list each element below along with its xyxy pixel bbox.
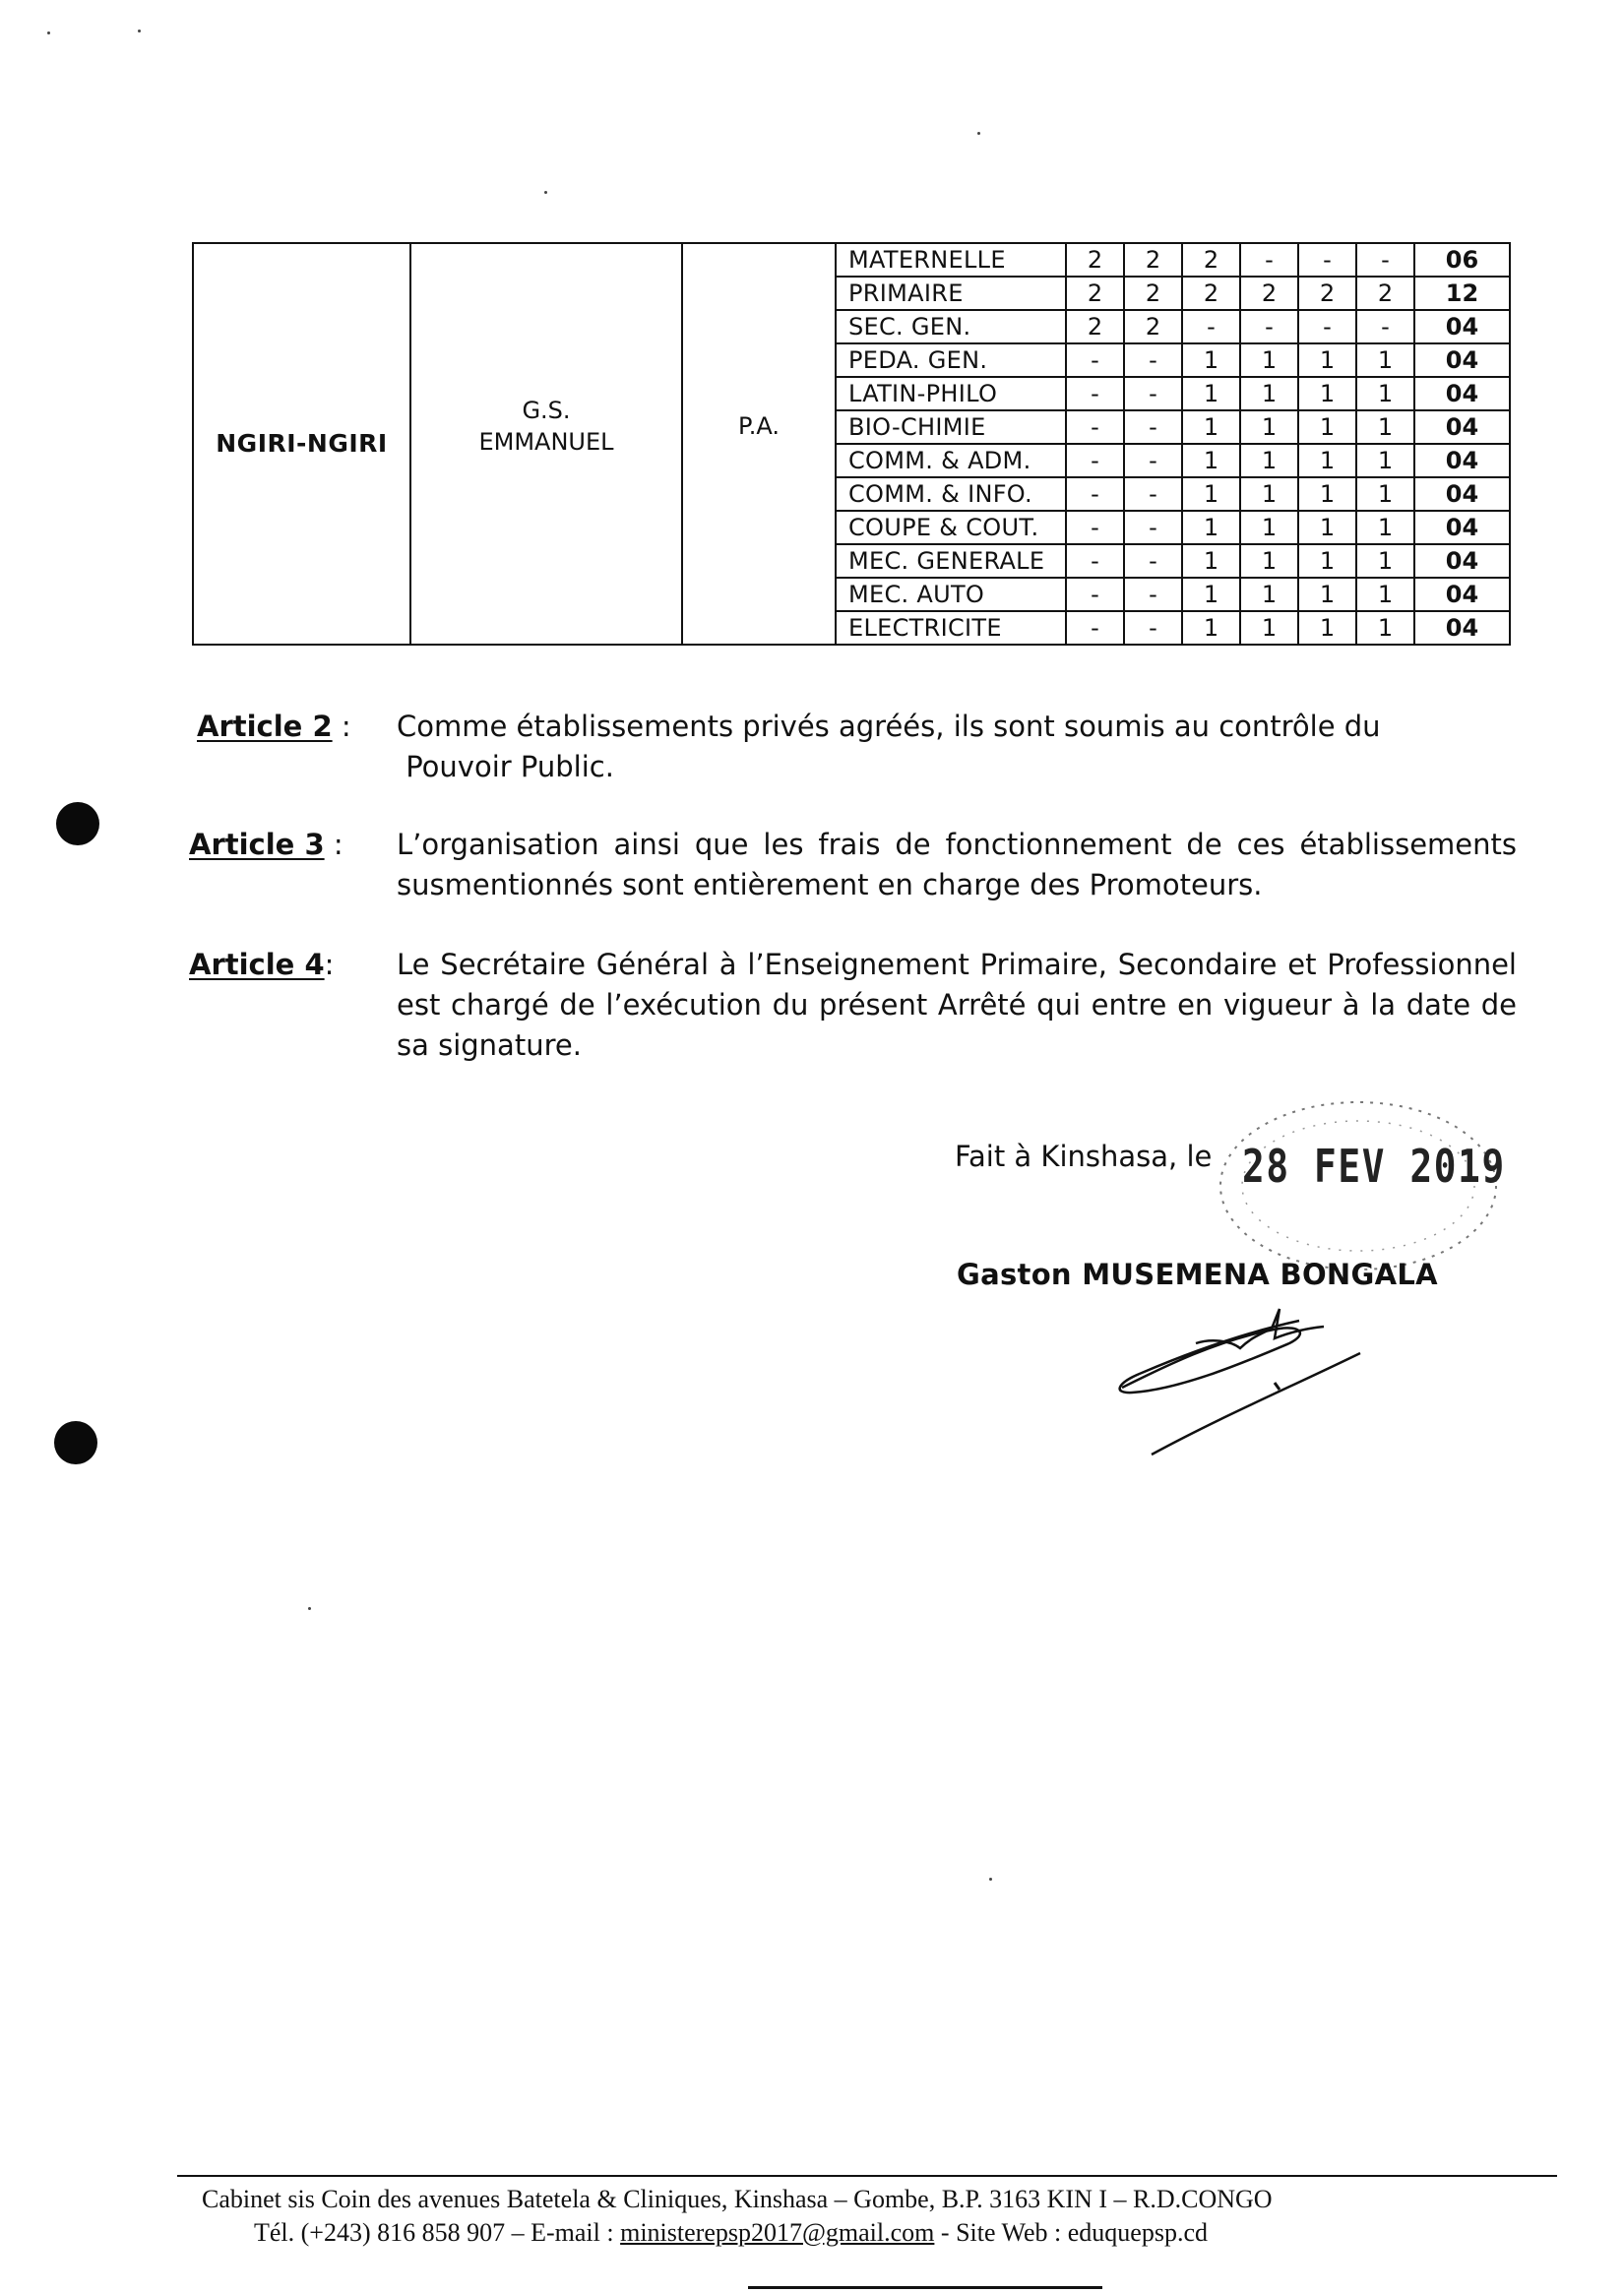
article-2-line-2: Pouvoir Public.: [397, 750, 614, 783]
class-count-cell: 2: [1066, 310, 1124, 343]
class-count-cell: -: [1066, 544, 1124, 578]
class-count-cell: 2: [1066, 243, 1124, 277]
option-cell: MATERNELLE: [836, 243, 1066, 277]
class-count-cell: 1: [1356, 377, 1414, 410]
class-count-cell: -: [1124, 477, 1182, 511]
class-count-cell: 2: [1124, 277, 1182, 310]
total-cell: 04: [1414, 544, 1510, 578]
option-cell: LATIN-PHILO: [836, 377, 1066, 410]
footer-contact: [254, 2218, 1208, 2248]
option-cell: BIO-CHIMIE: [836, 410, 1066, 444]
class-count-cell: -: [1066, 511, 1124, 544]
class-count-cell: -: [1124, 343, 1182, 377]
class-count-cell: -: [1298, 243, 1356, 277]
date-stamp: 28 FEV 2019: [1242, 1140, 1506, 1193]
class-count-cell: -: [1124, 511, 1182, 544]
option-cell: MEC. AUTO: [836, 578, 1066, 611]
footer-address: Cabinet sis Coin des avenues Batetela & Cliniques, Kinshasa – Gombe, B.P. 3163 KIN I – R.D.CONGO: [202, 2185, 1273, 2213]
class-count-cell: -: [1124, 544, 1182, 578]
total-cell: 04: [1414, 511, 1510, 544]
class-count-cell: -: [1066, 410, 1124, 444]
option-cell: ELECTRICITE: [836, 611, 1066, 645]
establishment-cell: [410, 243, 682, 645]
article-2-text: [397, 707, 1517, 787]
footer-phone: Tél. (+243) 816 858 907 – E-mail :: [254, 2218, 621, 2247]
class-count-cell: 1: [1356, 444, 1414, 477]
class-count-cell: 1: [1182, 377, 1240, 410]
class-count-cell: -: [1356, 310, 1414, 343]
class-count-cell: 1: [1356, 511, 1414, 544]
footer-email-link[interactable]: ministerepsp2017@gmail.com: [620, 2218, 935, 2247]
total-cell: 04: [1414, 477, 1510, 511]
option-cell: COUPE & COUT.: [836, 511, 1066, 544]
class-count-cell: 1: [1240, 578, 1298, 611]
class-count-cell: 1: [1240, 377, 1298, 410]
table-row: [193, 243, 1510, 277]
class-count-cell: 1: [1240, 444, 1298, 477]
class-count-cell: -: [1124, 377, 1182, 410]
classes-allocation-table: [192, 242, 1511, 646]
class-count-cell: 1: [1298, 611, 1356, 645]
punch-hole-bottom: [54, 1421, 97, 1464]
total-cell: 04: [1414, 444, 1510, 477]
class-count-cell: 1: [1298, 343, 1356, 377]
class-count-cell: -: [1066, 578, 1124, 611]
class-count-cell: -: [1066, 377, 1124, 410]
footer-site: - Site Web : eduquepsp.cd: [934, 2218, 1209, 2247]
class-count-cell: 1: [1298, 544, 1356, 578]
establishment-line: EMMANUEL: [478, 428, 614, 456]
class-count-cell: -: [1066, 477, 1124, 511]
handwritten-signature: [1102, 1299, 1398, 1476]
class-count-cell: 2: [1066, 277, 1124, 310]
place-and-date-label: Fait à Kinshasa, le: [955, 1140, 1213, 1173]
class-count-cell: 1: [1356, 578, 1414, 611]
class-count-cell: 1: [1298, 444, 1356, 477]
class-count-cell: 2: [1182, 277, 1240, 310]
total-cell: 04: [1414, 410, 1510, 444]
class-count-cell: 1: [1240, 410, 1298, 444]
total-cell: 04: [1414, 578, 1510, 611]
class-count-cell: 1: [1240, 544, 1298, 578]
option-cell: COMM. & INFO.: [836, 477, 1066, 511]
class-count-cell: 1: [1182, 611, 1240, 645]
class-count-cell: 1: [1182, 511, 1240, 544]
school-name-cell: NGIRI-NGIRI: [193, 243, 410, 645]
article-3-label: Article 3 :: [189, 828, 344, 861]
class-count-cell: 1: [1240, 343, 1298, 377]
option-cell: PRIMAIRE: [836, 277, 1066, 310]
class-count-cell: -: [1066, 343, 1124, 377]
punch-hole-top: [56, 802, 99, 845]
option-cell: COMM. & ADM.: [836, 444, 1066, 477]
class-count-cell: 2: [1124, 310, 1182, 343]
article-2-line-1: Comme établissements privés agréés, ils sont soumis au contrôle du: [397, 710, 1381, 743]
option-cell: PEDA. GEN.: [836, 343, 1066, 377]
option-cell: SEC. GEN.: [836, 310, 1066, 343]
class-count-cell: 1: [1298, 377, 1356, 410]
article-2-label: Article 2 :: [197, 710, 351, 743]
footer-rule-bottom: [748, 2286, 1102, 2289]
table-body: [193, 243, 1510, 645]
class-count-cell: 1: [1356, 544, 1414, 578]
class-count-cell: -: [1066, 444, 1124, 477]
class-count-cell: 1: [1240, 611, 1298, 645]
article-3-text: L’organisation ainsi que les frais de fonctionnement de ces établissements susmentionnés sont entièrement en charge des Promoteurs.: [397, 828, 1517, 901]
total-cell: 12: [1414, 277, 1510, 310]
regime-cell: P.A.: [682, 243, 836, 645]
footer-rule: [177, 2175, 1557, 2177]
class-count-cell: 1: [1182, 578, 1240, 611]
class-count-cell: -: [1124, 410, 1182, 444]
class-count-cell: -: [1240, 243, 1298, 277]
class-count-cell: 1: [1356, 611, 1414, 645]
class-count-cell: 2: [1240, 277, 1298, 310]
class-count-cell: 1: [1298, 410, 1356, 444]
class-count-cell: 2: [1298, 277, 1356, 310]
class-count-cell: -: [1124, 578, 1182, 611]
class-count-cell: 2: [1182, 243, 1240, 277]
class-count-cell: 1: [1182, 444, 1240, 477]
class-count-cell: 1: [1182, 410, 1240, 444]
class-count-cell: -: [1240, 310, 1298, 343]
class-count-cell: 1: [1298, 477, 1356, 511]
class-count-cell: 1: [1182, 544, 1240, 578]
class-count-cell: -: [1356, 243, 1414, 277]
class-count-cell: -: [1066, 611, 1124, 645]
class-count-cell: 1: [1240, 477, 1298, 511]
class-count-cell: 1: [1356, 477, 1414, 511]
class-count-cell: 1: [1182, 343, 1240, 377]
total-cell: 04: [1414, 310, 1510, 343]
total-cell: 04: [1414, 377, 1510, 410]
article-4-text: Le Secrétaire Général à l’Enseignement Primaire, Secondaire et Professionnel est chargé de l’exécution du présent Arrêté qui entre en vigueur à la date de sa signature.: [397, 948, 1517, 1062]
class-count-cell: 1: [1298, 578, 1356, 611]
class-count-cell: -: [1182, 310, 1240, 343]
class-count-cell: 1: [1240, 511, 1298, 544]
total-cell: 04: [1414, 343, 1510, 377]
total-cell: 04: [1414, 611, 1510, 645]
class-count-cell: -: [1298, 310, 1356, 343]
article-4-label: Article 4:: [189, 948, 335, 981]
class-count-cell: 2: [1356, 277, 1414, 310]
option-cell: MEC. GENERALE: [836, 544, 1066, 578]
total-cell: 06: [1414, 243, 1510, 277]
establishment-line: G.S.: [522, 397, 571, 424]
class-count-cell: 1: [1356, 343, 1414, 377]
class-count-cell: -: [1124, 444, 1182, 477]
class-count-cell: -: [1124, 611, 1182, 645]
class-count-cell: 1: [1356, 410, 1414, 444]
class-count-cell: 2: [1124, 243, 1182, 277]
class-count-cell: 1: [1298, 511, 1356, 544]
class-count-cell: 1: [1182, 477, 1240, 511]
signatory-name: Gaston MUSEMENA BONGALA: [957, 1258, 1438, 1291]
